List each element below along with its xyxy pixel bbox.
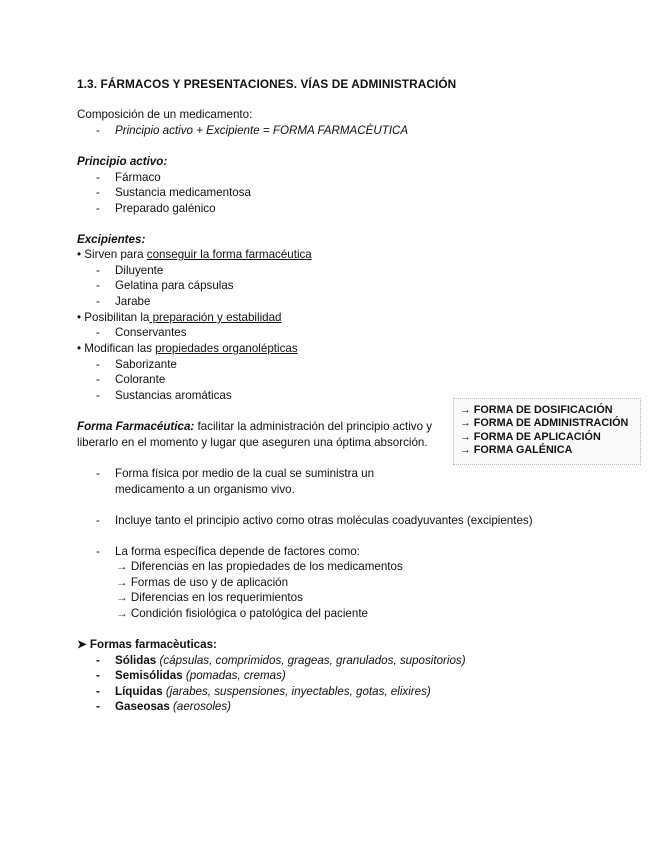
forma-farmaceutica-line-1 [77, 419, 432, 434]
list-dash: - [96, 171, 100, 184]
factor-item: → Diferencias en los requerimientos [116, 591, 303, 604]
list-dash: - [96, 545, 100, 558]
list-item [115, 668, 286, 683]
forma-name: Sólidas [115, 654, 157, 667]
group-underlined: conseguir la forma farmacéutica [146, 248, 312, 261]
composicion-formula: Principio activo + Excipiente = FORMA FARMACÈUTICA [115, 124, 409, 137]
list-item: Jarabe [115, 295, 151, 308]
list-item: Conservantes [115, 326, 187, 339]
forma-name: Semisólidas [115, 669, 183, 682]
forma-farmaceutica-label: Forma Farmacéutica: [77, 420, 195, 433]
box-item: → FORMA GALÉNICA [460, 444, 573, 457]
factor-item: → Condición fisiológica o patológica del paciente [116, 607, 368, 620]
list-dash: - [96, 295, 100, 308]
list-item [115, 684, 431, 699]
formas-label: ➤ Formas farmacèuticas: [77, 638, 217, 651]
list-dash: - [96, 202, 100, 215]
list-dash: - [96, 373, 100, 386]
list-item [115, 653, 466, 668]
list-item: Sustancia medicamentosa [115, 186, 251, 199]
group-prefix: Modifican las [84, 342, 156, 355]
forma-detail: (pomadas, cremas) [182, 669, 286, 682]
list-dash: - [96, 514, 100, 527]
list-item-continuation: medicamento a un organismo vivo. [115, 483, 295, 496]
list-dash: - [96, 669, 100, 682]
group-underlined: propiedades organolépticas [155, 342, 298, 355]
excipientes-group-1 [77, 247, 312, 262]
list-dash: - [96, 264, 100, 277]
list-dash: - [96, 279, 100, 292]
excipientes-group-2 [77, 310, 282, 325]
forma-farmaceutica-text: facilitar la administración del principio activo y [194, 420, 433, 433]
group-prefix: Sirven para [84, 248, 147, 261]
forma-name: Gaseosas [115, 700, 170, 713]
list-dash: - [96, 467, 100, 480]
bullet: • [77, 311, 85, 324]
excipientes-group-3 [77, 341, 298, 356]
list-dash: - [96, 389, 100, 402]
list-dash: - [96, 326, 100, 339]
forma-summary-box [453, 398, 641, 465]
list-dash: - [96, 186, 100, 199]
list-item: Saborizante [115, 358, 177, 371]
group-prefix: Posibilitan la [84, 311, 150, 324]
list-item: Gelatina para cápsulas [115, 279, 234, 292]
list-item: Diluyente [115, 264, 164, 277]
box-item: → FORMA DE ADMINISTRACIÓN [460, 417, 629, 430]
bullet: • [77, 342, 85, 355]
list-item: Fármaco [115, 171, 161, 184]
excipientes-label: Excipientes: [77, 233, 146, 246]
box-item: → FORMA DE APLICACIÓN [460, 430, 601, 443]
page-title: 1.3. FÁRMACOS Y PRESENTACIONES. VÍAS DE ADMINISTRACIÓN [77, 77, 457, 91]
composicion-label: Composición de un medicamento: [77, 108, 253, 121]
list-item: Preparado galénico [115, 202, 216, 215]
principio-activo-label: Principio activo: [77, 155, 168, 168]
list-item: Incluye tanto el principio activo como otras moléculas coadyuvantes (excipientes) [115, 514, 533, 527]
list-dash: - [96, 700, 100, 713]
forma-detail: (cápsulas, comprimidos, grageas, granulados, supositorios) [156, 654, 466, 667]
list-dash: - [96, 654, 100, 667]
forma-detail: (aerosoles) [169, 700, 232, 713]
forma-farmaceutica-line-2: liberarlo en el momento y lugar que aseguren una óptima absorción. [77, 436, 428, 449]
list-item: La forma específica depende de factores como: [115, 545, 360, 558]
list-dash: - [96, 358, 100, 371]
list-item: Forma física por medio de la cual se suministra un [115, 467, 375, 480]
list-item [115, 699, 231, 714]
factor-item: → Diferencias en las propiedades de los medicamentos [116, 560, 403, 573]
group-underlined: preparación y estabilidad [149, 311, 282, 324]
bullet: • [77, 248, 85, 261]
list-item: Sustancias aromáticas [115, 389, 232, 402]
list-dash: - [96, 124, 100, 137]
factor-item: → Formas de uso y de aplicación [116, 576, 289, 589]
forma-name: Líquidas [115, 685, 163, 698]
forma-detail: (jarabes, suspensiones, inyectables, gotas, elixires) [162, 685, 431, 698]
box-item: → FORMA DE DOSIFICACIÓN [460, 404, 613, 416]
list-dash: - [96, 685, 100, 698]
list-item: Colorante [115, 373, 166, 386]
